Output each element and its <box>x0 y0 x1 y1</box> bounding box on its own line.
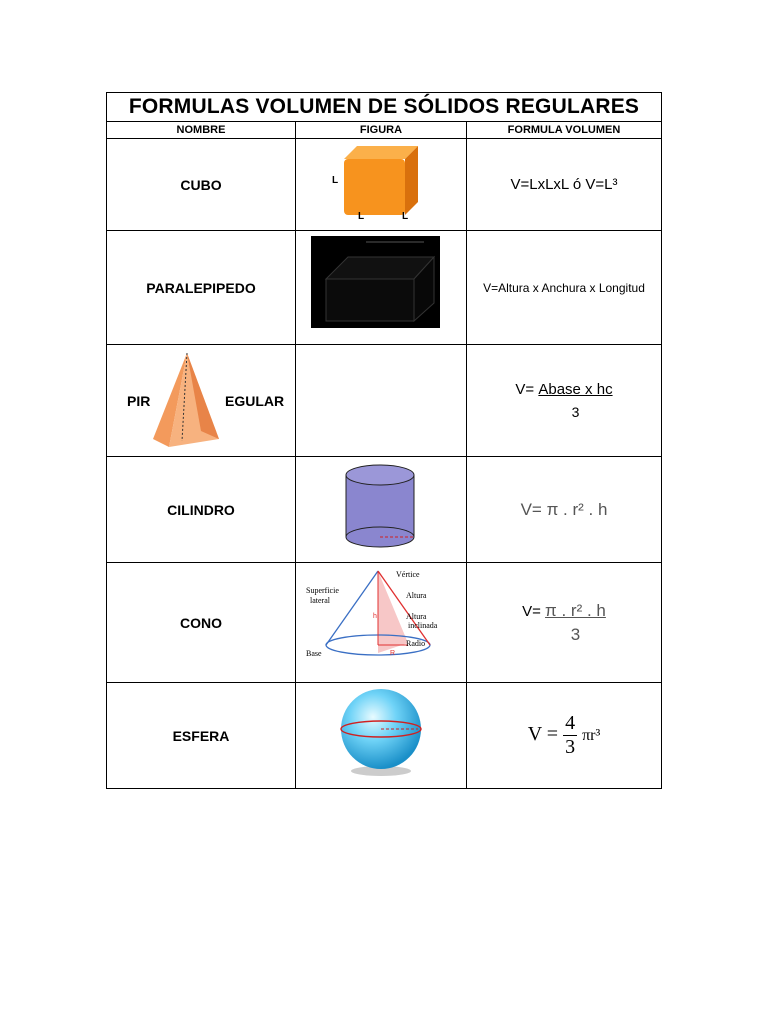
row-formula-esfera <box>467 683 662 789</box>
cone-formula-prefix: V= <box>522 602 546 620</box>
formula-table <box>106 92 662 789</box>
sphere-fraction <box>563 712 577 759</box>
row-name-cono: CONO <box>107 563 296 683</box>
header-name: NOMBRE <box>107 122 296 139</box>
cone-label-height: Altura <box>406 591 427 600</box>
pyramid-fraction-num: Abase x hc <box>538 381 613 398</box>
cone-fraction-num: π . r² . h <box>545 600 606 620</box>
cone-label-base: Base <box>306 649 322 658</box>
row-formula-cubo: V=LxLxL ó V=L³ <box>467 139 662 231</box>
row-figure-piramide <box>296 345 467 457</box>
row-figure-cubo <box>296 139 467 231</box>
table-row <box>107 563 662 683</box>
row-figure-cono <box>296 563 467 683</box>
row-formula-paralepipedo: V=Altura x Anchura x Longitud <box>467 231 662 345</box>
sphere-formula-suffix: πr³ <box>582 727 601 745</box>
cone-label-slant-1: Altura <box>406 612 427 621</box>
cone-label-h: h <box>373 613 377 620</box>
cone-label-surface-1: Superficie <box>306 586 339 595</box>
row-figure-paralepipedo <box>296 231 467 345</box>
cone-fraction <box>545 601 606 645</box>
cylinder-icon <box>296 457 466 557</box>
table-title: FORMULAS VOLUMEN DE SÓLIDOS REGULARES <box>107 93 662 122</box>
cube-icon <box>296 139 466 225</box>
row-formula-cilindro: V= π . r² . h <box>467 457 662 563</box>
sphere-icon <box>296 683 466 783</box>
table-row <box>107 457 662 563</box>
sphere-fraction-den: 3 <box>565 736 576 758</box>
pyramid-fraction <box>538 381 612 420</box>
sphere-fraction-num: 4 <box>565 712 576 734</box>
cone-label-vertex: Vértice <box>396 570 420 579</box>
row-name-paralepipedo: PARALEPIPEDO <box>107 231 296 345</box>
pyramid-icon <box>149 351 229 451</box>
pyramid-name-left: PIR <box>127 393 151 409</box>
cone-label-surface-2: lateral <box>310 596 330 605</box>
header-figure: FIGURA <box>296 122 467 139</box>
pyramid-fraction-den: 3 <box>571 404 580 420</box>
row-name-esfera: ESFERA <box>107 683 296 789</box>
table-row <box>107 231 662 345</box>
cone-label-slant-2: inclinada <box>408 621 438 630</box>
formula-table-sheet <box>106 92 661 775</box>
cone-label-radius: Radio <box>406 639 426 648</box>
cone-label-r: R <box>390 650 396 657</box>
cube-label-bottom: L <box>358 211 365 222</box>
row-name-cubo: CUBO <box>107 139 296 231</box>
table-row <box>107 139 662 231</box>
header-formula: FORMULA VOLUMEN <box>467 122 662 139</box>
sphere-formula-prefix: V = <box>527 723 559 746</box>
pyramid-formula-prefix: V= <box>515 381 539 398</box>
row-figure-cilindro <box>296 457 467 563</box>
cone-fraction-den: 3 <box>570 624 581 644</box>
row-name-cilindro: CILINDRO <box>107 457 296 563</box>
cube-label-depth: L <box>402 211 409 222</box>
table-row <box>107 345 662 457</box>
row-formula-cono <box>467 563 662 683</box>
box-icon <box>296 231 466 339</box>
cube-label-side: L <box>332 175 339 186</box>
cone-icon <box>296 563 466 677</box>
row-name-piramide <box>107 345 296 457</box>
table-row <box>107 683 662 789</box>
row-formula-piramide <box>467 345 662 457</box>
pyramid-name-right: EGULAR <box>225 393 285 409</box>
row-figure-esfera <box>296 683 467 789</box>
